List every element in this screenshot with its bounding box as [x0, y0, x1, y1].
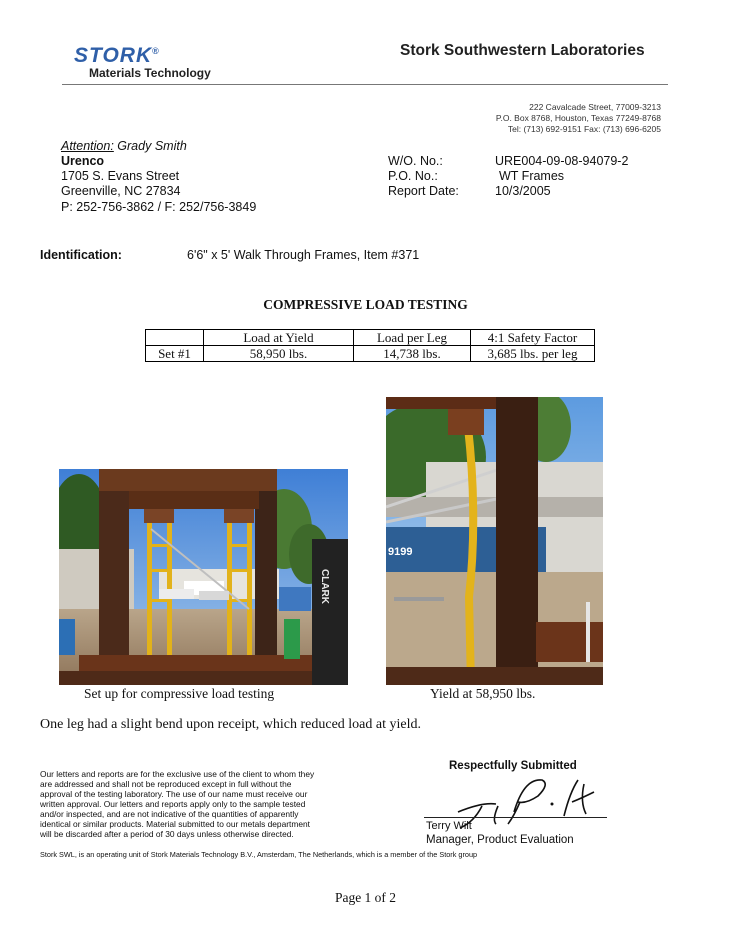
signer-name: Terry Wilt: [426, 820, 472, 832]
address-line-phone: Tel: (713) 692-9151 Fax: (713) 696-6205: [507, 124, 661, 134]
setup-photo-caption: Set up for compressive load testing: [84, 686, 275, 701]
recipient-company: Urenco: [61, 154, 105, 168]
header-divider: [62, 84, 668, 85]
disclaimer-line: identical or similar products. Material submitted to our metals department: [40, 819, 310, 829]
table-header-cell: 4:1 Safety Factor: [471, 330, 595, 346]
disclaimer-line: Our letters and reports are for the exclusive use of the client to whom they: [40, 769, 315, 779]
logo-registered-mark: ®: [152, 46, 160, 56]
wo-value: URE004-09-08-94079-2: [495, 154, 629, 168]
page-number: Page 1 of 2: [334, 890, 397, 905]
po-label: P.O. No.:: [388, 169, 438, 183]
attention-label: Attention:: [61, 139, 114, 153]
disclaimer-footer: Stork SWL, is an operating unit of Stork Materials Technology B.V., Amsterdam, The Netherlands, which is a member of the Stork group: [40, 850, 478, 859]
identification-label: Identification:: [40, 248, 122, 262]
signer-title: Manager, Product Evaluation: [426, 834, 574, 846]
table-cell: Set #1: [146, 346, 204, 362]
test-title: COMPRESSIVE LOAD TESTING: [263, 297, 468, 312]
table-cell: 14,738 lbs.: [354, 346, 471, 362]
dumpster-number: 9199: [388, 546, 413, 558]
attention-line: [61, 139, 187, 153]
yield-photo-image: [386, 397, 603, 685]
yield-photo: [386, 397, 603, 685]
wo-label: W/O. No.:: [388, 154, 443, 168]
address-line-street: 222 Cavalcade Street, 77009-3213: [529, 102, 661, 112]
address-line-po-box: P.O. Box 8768, Houston, Texas 77249-8768: [495, 113, 661, 123]
table-cell: 58,950 lbs.: [204, 346, 354, 362]
handwritten-signature: [452, 772, 612, 834]
recipient-phone: P: 252-756-3862 / F: 252/756-3849: [61, 200, 257, 214]
recipient-city: Greenville, NC 27834: [61, 184, 181, 198]
disclaimer-line: and/or inspected, and are not indicative of the quantities of apparently: [40, 809, 299, 819]
disclaimer-line: are addressed and shall not be reproduced except in full without the: [40, 779, 292, 789]
recipient-street: 1705 S. Evans Street: [61, 169, 180, 183]
report-date-value: 10/3/2005: [495, 184, 551, 198]
disclaimer-line: approval of the testing laboratory. The use of our name must receive our: [40, 789, 308, 799]
table-header-cell: [146, 330, 204, 346]
yield-photo-caption: Yield at 58,950 lbs.: [430, 686, 536, 701]
respectfully-submitted: Respectfully Submitted: [449, 760, 577, 772]
setup-photo: [59, 469, 348, 685]
report-date-label: Report Date:: [388, 184, 459, 198]
clark-label: CLARK: [319, 569, 330, 604]
table-row: [146, 346, 595, 362]
table-cell: 3,685 lbs. per leg: [471, 346, 595, 362]
test-note: One leg had a slight bend upon receipt, which reduced load at yield.: [40, 717, 421, 732]
results-table: [145, 329, 595, 362]
lab-name: Stork Southwestern Laboratories: [400, 42, 645, 59]
table-header-cell: Load per Leg: [354, 330, 471, 346]
logo-word: STORK: [74, 44, 153, 67]
table-header-cell: Load at Yield: [204, 330, 354, 346]
po-value: WT Frames: [499, 169, 565, 183]
disclaimer-line: will be discarded after a period of 30 days unless otherwise directed.: [40, 829, 294, 839]
company-logo: [74, 44, 160, 68]
attention-name: Grady Smith: [113, 139, 187, 153]
identification-value: 6'6" x 5' Walk Through Frames, Item #371: [187, 248, 420, 262]
signature-line: [424, 817, 607, 818]
logo-subtitle: Materials Technology: [89, 66, 211, 80]
setup-photo-image: [59, 469, 348, 685]
table-header-row: [146, 330, 595, 346]
disclaimer-line: written approval. Our letters and reports apply only to the sample tested: [40, 799, 306, 809]
